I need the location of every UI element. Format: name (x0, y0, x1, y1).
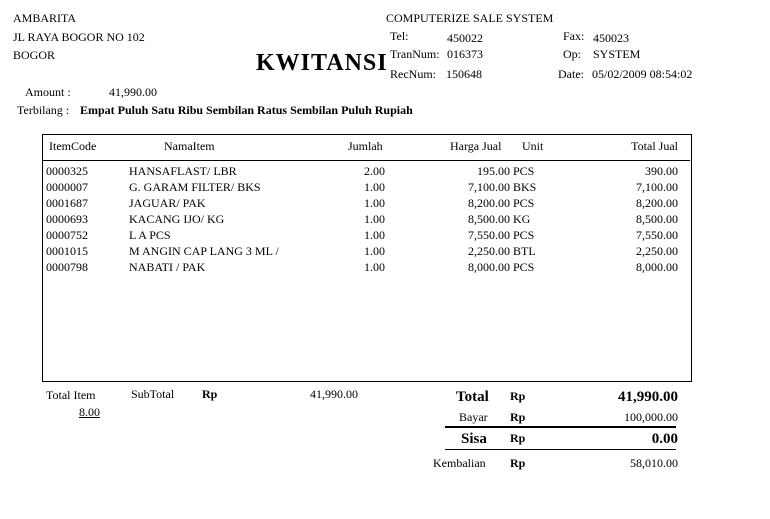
table-row (0, 196, 770, 212)
cell-total: 2,250.00 (636, 244, 678, 258)
subtotal-value: 41,990.00 (310, 387, 358, 401)
cell-unit: BKS (513, 180, 537, 194)
op-label: Op: (563, 47, 581, 61)
cell-qty: 2.00 (364, 164, 385, 178)
sisa-label: Sisa (461, 431, 487, 447)
rec-label: RecNum: (390, 67, 436, 81)
table-header-row (0, 139, 770, 155)
cell-total: 7,100.00 (636, 180, 678, 194)
cell-name: HANSAFLAST/ LBR (129, 164, 237, 178)
system-title: COMPUTERIZE SALE SYSTEM (386, 11, 554, 25)
tel-label: Tel: (390, 29, 409, 43)
cell-unit: PCS (513, 164, 535, 178)
header-name: NamaItem (164, 139, 215, 153)
table-header-divider (43, 160, 690, 161)
kembalian-value: 58,010.00 (630, 456, 678, 470)
cell-total: 8,500.00 (636, 212, 678, 226)
table-row (0, 164, 770, 180)
table-row (0, 260, 770, 276)
cell-code: 0001015 (46, 244, 88, 258)
cell-code: 0000325 (46, 164, 88, 178)
subtotal-label: SubTotal (131, 387, 175, 401)
kembalian-rp: Rp (510, 456, 526, 470)
amount-value: 41,990.00 (109, 85, 157, 99)
cell-qty: 1.00 (364, 212, 385, 226)
total-rp: Rp (510, 389, 526, 403)
cell-unit: BTL (513, 244, 536, 258)
cell-code: 0000798 (46, 260, 88, 274)
cell-qty: 1.00 (364, 196, 385, 210)
fax-value: 450023 (593, 31, 629, 45)
bayar-rp: Rp (510, 410, 526, 424)
cell-code: 0001687 (46, 196, 88, 210)
total-item-value: 8.00 (79, 405, 100, 419)
cell-name: L A PCS (129, 228, 171, 242)
tran-value: 016373 (447, 47, 483, 61)
cell-qty: 1.00 (364, 244, 385, 258)
rec-value: 150648 (446, 67, 482, 81)
header-price: Harga Jual (450, 139, 502, 153)
subtotal-rp: Rp (202, 387, 218, 401)
cell-unit: KG (513, 212, 531, 226)
company-city: BOGOR (13, 48, 56, 62)
bayar-label: Bayar (459, 410, 488, 424)
cell-total: 390.00 (645, 164, 678, 178)
kembalian-rule (445, 449, 676, 450)
cell-name: JAGUAR/ PAK (129, 196, 206, 210)
cell-unit: PCS (513, 196, 535, 210)
kembalian-label: Kembalian (433, 456, 486, 470)
table-row (0, 228, 770, 244)
amount-label: Amount : (25, 85, 71, 99)
table-row (0, 212, 770, 228)
total-value: 41,990.00 (618, 389, 678, 405)
fax-label: Fax: (563, 29, 585, 43)
cell-qty: 1.00 (364, 228, 385, 242)
header-total: Total Jual (631, 139, 678, 153)
total-label: Total (456, 389, 489, 405)
cell-name: KACANG IJO/ KG (129, 212, 225, 226)
tel-value: 450022 (447, 31, 483, 45)
cell-qty: 1.00 (364, 180, 385, 194)
date-label: Date: (558, 67, 584, 81)
table-row (0, 244, 770, 260)
doc-title: KWITANSI (256, 50, 388, 76)
cell-price: 195.00 (477, 164, 510, 178)
cell-total: 8,000.00 (636, 260, 678, 274)
header-qty: Jumlah (348, 139, 383, 153)
bayar-value: 100,000.00 (624, 410, 678, 424)
cell-code: 0000693 (46, 212, 88, 226)
terbilang-value: Empat Puluh Satu Ribu Sembilan Ratus Sembilan Puluh Rupiah (80, 103, 413, 117)
cell-total: 7,550.00 (636, 228, 678, 242)
cell-price: 8,500.00 (468, 212, 510, 226)
sisa-rule (445, 426, 676, 428)
cell-code: 0000752 (46, 228, 88, 242)
cell-name: G. GARAM FILTER/ BKS (129, 180, 261, 194)
company-name: AMBARITA (13, 11, 77, 25)
cell-price: 8,000.00 (468, 260, 510, 274)
total-item-label: Total Item (46, 388, 96, 402)
cell-qty: 1.00 (364, 260, 385, 274)
date-value: 05/02/2009 08:54:02 (592, 67, 693, 81)
sisa-value: 0.00 (651, 431, 678, 447)
cell-code: 0000007 (46, 180, 88, 194)
cell-unit: PCS (513, 260, 535, 274)
header-unit: Unit (522, 139, 544, 153)
header-code: ItemCode (49, 139, 97, 153)
cell-total: 8,200.00 (636, 196, 678, 210)
sisa-rp: Rp (510, 431, 526, 445)
cell-price: 8,200.00 (468, 196, 510, 210)
cell-price: 2,250.00 (468, 244, 510, 258)
op-value: SYSTEM (593, 47, 641, 61)
cell-name: NABATI / PAK (129, 260, 206, 274)
cell-price: 7,550.00 (468, 228, 510, 242)
cell-name: M ANGIN CAP LANG 3 ML / (129, 244, 279, 258)
terbilang-label: Terbilang : (17, 103, 70, 117)
cell-price: 7,100.00 (468, 180, 510, 194)
company-address: JL RAYA BOGOR NO 102 (13, 30, 145, 44)
table-row (0, 180, 770, 196)
tran-label: TranNum: (390, 47, 440, 61)
cell-unit: PCS (513, 228, 535, 242)
